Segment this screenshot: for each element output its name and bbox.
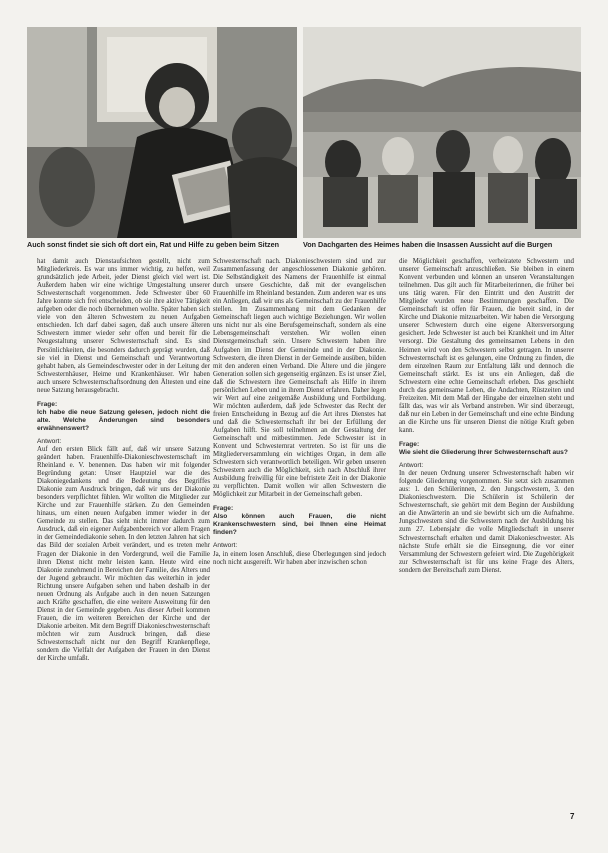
column3-intro: die Möglichkeit geschaffen, verheiratete Schwestern und unserer Gemeinschaft anzuschließen. Sie bleiben in einem Konvent verbunden und können an unseren Veranstaltungen teilnehmen. Das gilt auch für Mitarbeiterinnen, die früher bei uns tätig waren. Für den Eintritt und den Austritt der Mitglieder wurden neue Bestimmungen geschaffen. Die Gemeinschaft ist offen für Frauen, die bereit sind, in der Kirche und Diakonie mitzuarbeiten. Wir haben die Versorgung unserer Schwestern durch eine eigene Altersversorgung gesichert. Jede Schwester ist auch bei Krankheit und im Alter versorgt. Die Gestaltung des gemeinsamen Lebens in den Heimen wird von den Schwestern selbst getragen. In unserer Schwesternschaft ist es gelungen, eine Ordnung zu finden, die dem einzelnen Raum zur Entfaltung läßt und dennoch die Gemeinschaft stärkt. Es ist uns ein Anliegen, daß die Schwestern eine echte Gemeinschaft erleben. Das geschieht durch das gemeinsame Leben, die Andachten, Rüstzeiten und Freizeiten. Mit dem Maß der Hingabe der einzelnen steht und fällt das, was wir als Verband anstreben. Wir sind überzeugt, daß nur ein Leben in der Gemeinschaft und eine echte Bindung an die Kirche uns für unseren Dienst die nötige Kraft geben kann.: [399, 258, 574, 434]
page-number: 7: [570, 812, 575, 821]
text-column-1: [37, 258, 210, 663]
text-column-2: [213, 258, 386, 567]
question-text: Ich habe die neue Satzung gelesen, jedoch nicht die alte. Welche Änderungen sind besonders erwähnenswert?: [37, 408, 210, 432]
answer-text: Ja, in einem losen Anschluß, diese Überlegungen sind jedoch noch nicht ausgereift. Wir haben aber inzwischen schon: [213, 550, 386, 566]
question-label: Frage:: [213, 505, 234, 513]
answer-label: Antwort:: [213, 542, 238, 550]
question-text: Wie sieht die Gliederung Ihrer Schwesternschaft aus?: [399, 449, 568, 457]
answer-label: Antwort:: [37, 437, 62, 445]
question-label: Frage:: [399, 441, 420, 449]
caption-right: Von Dachgarten des Heimes haben die Insassen Aussicht auf die Burgen: [303, 240, 553, 249]
question-text: Also können auch Frauen, die nicht Krankenschwestern sind, bei Ihnen eine Heimat finden?: [213, 513, 386, 537]
photo-roof-terrace: [303, 27, 581, 238]
column2-intro: Schwesternschaft nach. Diakonieschwestern sind und zur Zusammenfassung der angeschlossenen Diakonie gehören. Die Selbständigkeit des Namens der Frauenhilfe ist einmal durch unsere Geschichte, daß mit der evangelischen Frauenhilfe im Rheinland bestanden. Zum anderen war es uns ein Anliegen, daß wir uns als Gemeinschaft zu der Frauenhilfe stellen. Im Zusammenhang mit dem Gedanken der Gemeinschaft liegen auch wichtige Beziehungen. Wir wollen uns nicht nur als eine Berufsgemeinschaft, sondern als eine Lebensgemeinschaft verstehen. Wir wollen einen Dienstgemeinschaft sein. Unsere Schwestern haben ihre Aufgaben im Dienst der Gemeinde und in der Diakonie. Schwestern, die ihren Dienst in der Gemeinde ausüben, bilden mit den anderen einen Verband. Die Ältere und die jüngere Generation sollen sich gegenseitig ergänzen. Es ist unser Ziel, daß die Schwestern ihre Gemeinschaft als Hilfe in ihrem persönlichen Leben und in ihrem Dienst erfahren. Daher legen wir Wert auf eine zeitgemäße Ausbildung und Fortbildung. Wir möchten außerdem, daß jede Schwester das Recht der freien Entscheidung in Bezug auf die Art ihres Dienstes hat und daß die Schwesternschaft ihr bei der Erfüllung der Aufgaben hilft. Sie soll teilnehmen an der Gestaltung der Gemeinschaft und mitbestimmen. Jede Schwester ist in Konvent und Schwesternrat vertreten. So ist für uns die Mitgliederversammlung ein wichtiges Organ, in dem alle Schwestern sich verantwortlich beteiligen. Wir geben unseren Schwestern auch die Möglichkeit, sich nach Abschluß ihrer Ausbildung freiwillig für eine befristete Zeit in der Diakonie zu verpflichten. Damit wollen wir allen Schwestern die Möglichkeit zur Mitarbeit in der Gemeinschaft geben.: [213, 258, 386, 499]
text-column-3: [399, 258, 574, 575]
photo-sister-assisting: [27, 27, 297, 238]
caption-left: Auch sonst findet sie sich oft dort ein, Rat und Hilfe zu geben beim Sitzen: [27, 240, 279, 249]
question-label: Frage:: [37, 400, 58, 408]
answer-text: Auf den ersten Blick fällt auf, daß wir unsere Satzung geändert haben. Frauenhilfe-Diakonieschwesternschaft im Rheinland e. V. benennen. Das haben wir mit folgender Begründung getan: Unser Hauptziel war die des Diakoniegedankens und die Bedeutung des Begriffes Diakonie zum Ausdruck bringen, daß wir uns der Diakonie besonders verpflichtet fühlen. Wir wollten die Mitglieder zur Kirche und zur Frauenhilfe stärken. Zu den Gemeinden hinaus, um einen neuen Aufgaben immer wieder in der Gemeinde zu stellen. Das sieht nicht immer dadurch zum Ausdruck, daß ein eigener Aufgabenbereich vor allem Fragen in der Gemeindediakonie sehen. In den letzten Jahren hat sich das Bild der sozialen Arbeit verändert, und es treten mehr Fragen der Diakonie in den Vordergrund, weil die Familie ihren Dienst nicht mehr leisten kann. Heute wird eine Diakonie zunehmend in Bereichen der Familie, des Alters und der Jugend gebraucht. Wir möchten das weiterhin in jeder Richtung unsere Aufgaben sehen und haben deshalb in der neuen Ordnung als Aufgabe auch in den neuen Satzungen auch Kräfte geschaffen, die eine weitere Ausweitung für den Dienst in der Gemeinde gegeben. Aus dieser Arbeit kommen Frauen, die im weiteren Bereichen der Kirche und der Diakonie arbeiten. Mit dem Begriff Diakonieschwesternschaft möchten wir zum Ausdruck bringen, daß diese Schwesternschaft nicht nur den Begriff Krankenpflege, sondern die Vielfalt der Aufgaben der Frauen in den Dienst der Kirche umfaßt.: [37, 445, 210, 663]
answer-text: In der neuen Ordnung unserer Schwesternschaft haben wir folgende Gliederung vorgenommen. Sie setzt sich zusammen aus: 1. den Schülerinnen, 2. den Jungschwestern, 3. den Diakonieschwestern. Die Schülerin ist Schülerin der Schwesternschaft, sie gehört mit dem Beginn der Ausbildung an die Anwärterin an und sie bewirbt sich um die Aufnahme. Jungschwestern sind die Schwestern nach der Ausbildung bis zum 27. Lebensjahr die volle Mitgliedschaft in unserer Schwesternschaft erhalten und damit Diakonieschwester. Als nächste Stufe erhält sie die Einsegnung, die vor einer Versammlung der Schwestern gefeiert wird. Die Zugehörigkeit zur Schwesternschaft ist für uns keine Frage des Alters, sondern der Bereitschaft zum Dienst.: [399, 470, 574, 574]
column1-intro: hat damit auch Dienstaufsichten gestellt, nicht zum Mitgliederkreis. Es war uns immer wichtig, zu helfen, weil grundsätzlich jede Arbeit, jeder Dienst gleich viel wert ist. Außerdem haben wir eine wichtige Umgestaltung unserer Schwesternschaft vorgenommen. Jede Schwester über 60 Jahre konnte sich frei entscheiden, ob sie ihre aktive Tätigkeit aufgeben oder die noch übernehmen wollte. Später haben sich viele von den älteren Schwestern zu neuen Aufgaben entschieden. Ich darf dabei sagen, daß auch unsere älteren Schwestern immer wieder sehr offen und bereit für die Neugestaltung unserer Schwesternschaft sind. Es sind Persönlichkeiten, die besonders dadurch geprägt wurden, daß sie viel in Dienst und Gemeinschaft und Verantwortung gehabt haben, als Gemeindeschwester oder in der Leitung der Schwesternhäuser, Heime und Krankenhäuser. Wir haben auch unsere Schwesternschaftsordnung den Ältesten und eine neue Satzung herausgebracht.: [37, 258, 210, 394]
answer-label: Antwort:: [399, 462, 424, 470]
